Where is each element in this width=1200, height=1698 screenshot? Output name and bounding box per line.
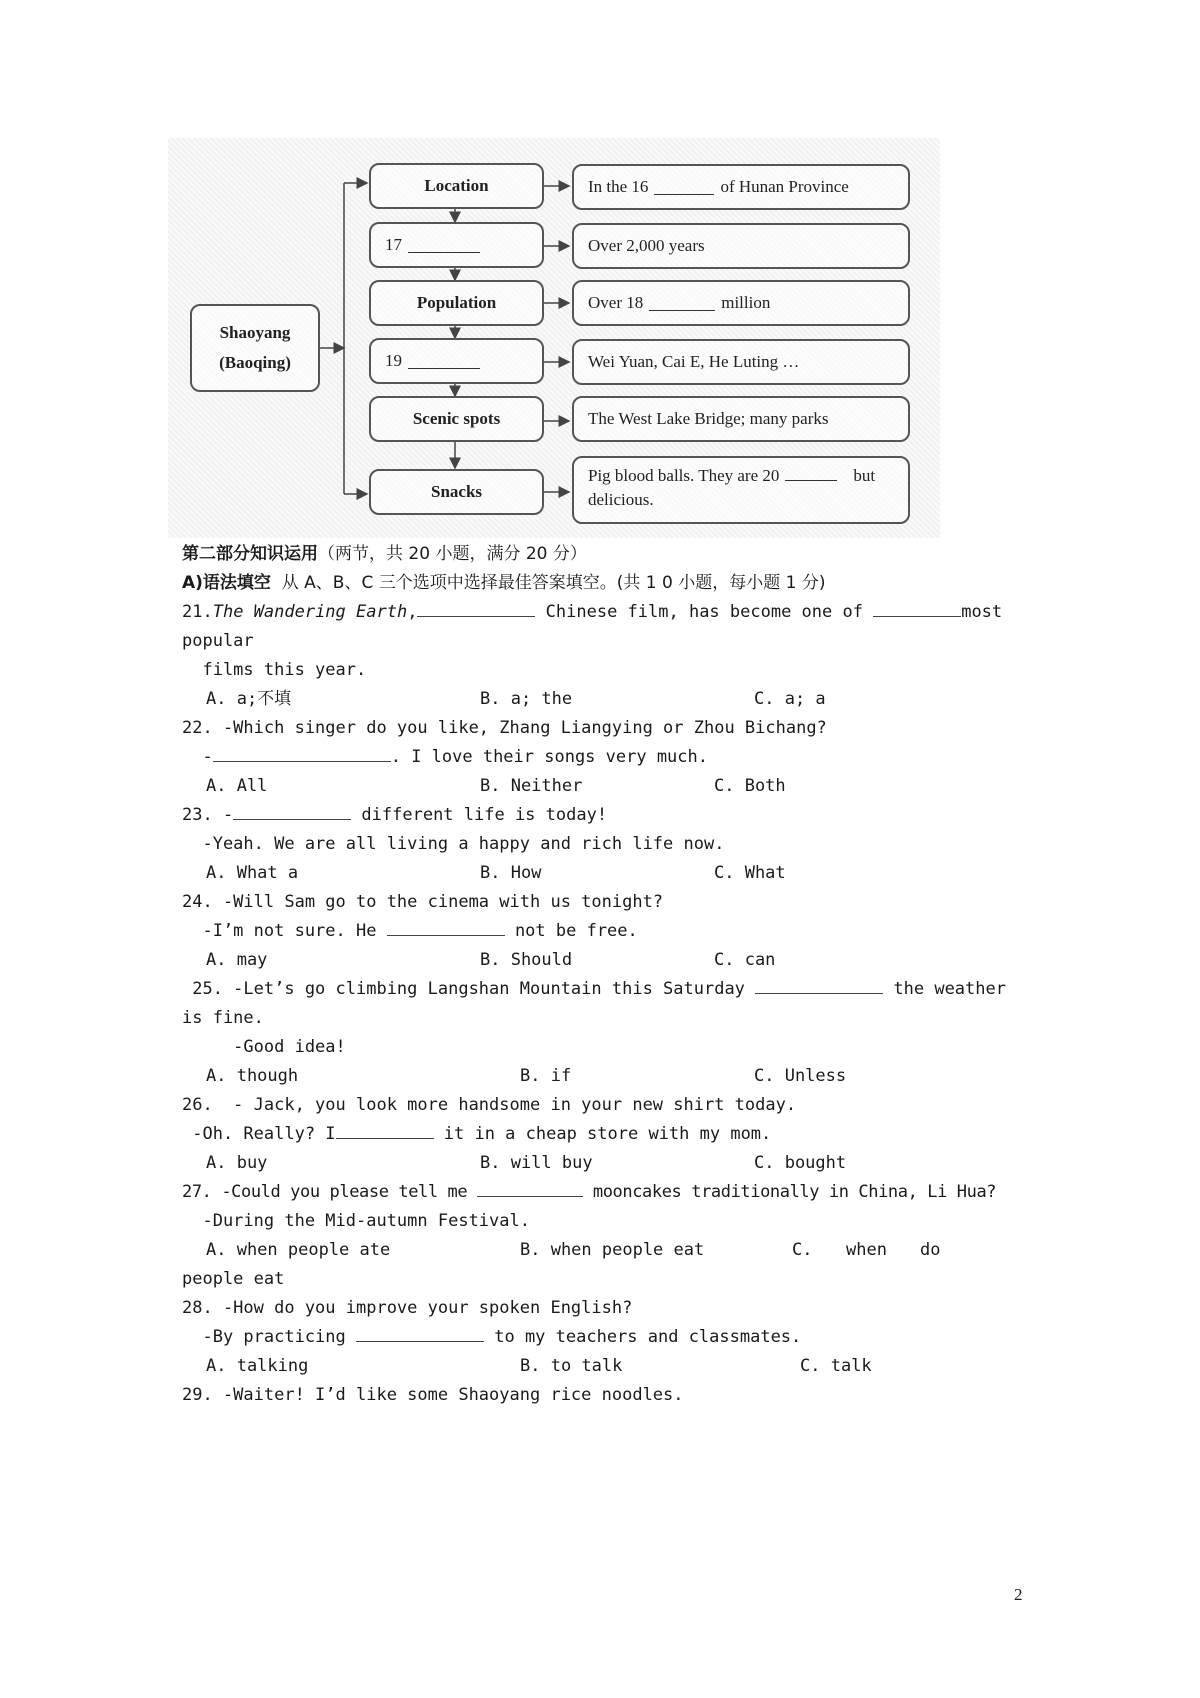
detail-scenic-spots <box>572 396 910 442</box>
answer-blank <box>654 180 714 195</box>
option-b: B. when people eat <box>520 1240 705 1260</box>
text: . I love their songs very much. <box>390 747 708 767</box>
detail-text: million <box>721 293 771 312</box>
option-c: C. Both <box>714 776 786 796</box>
q25-options <box>182 1062 1042 1091</box>
q26-reply <box>182 1120 1042 1149</box>
text: 23. - <box>182 805 234 825</box>
shaoyang-mind-map <box>168 138 940 538</box>
detail-location <box>572 164 910 210</box>
option-c: C. What <box>714 863 786 883</box>
text: Chinese film, has become one of <box>535 602 874 622</box>
category-location <box>369 163 544 209</box>
text: -Oh. Really? I <box>182 1124 336 1144</box>
option-b: B. if <box>520 1066 572 1086</box>
q28-stem: 28. -How do you improve your spoken English? <box>182 1298 633 1318</box>
film-title: The Wandering Earth <box>212 602 408 622</box>
option-b: B. Should <box>480 950 573 970</box>
q22-stem: 22. -Which singer do you like, Zhang Liangying or Zhou Bichang? <box>182 718 827 738</box>
detail-famous-people <box>572 339 910 385</box>
category-blank-17 <box>369 222 544 268</box>
answer-blank <box>387 917 505 936</box>
answer-blank <box>213 743 391 762</box>
category-label: 19 <box>385 351 402 370</box>
category-snacks <box>369 469 544 515</box>
option-a: A. What a <box>206 863 299 883</box>
text: the weather <box>883 979 1006 999</box>
question-number: 21. <box>182 602 213 622</box>
q26-options <box>182 1149 1042 1178</box>
option-b: B. to talk <box>520 1356 623 1376</box>
option-c: C. a; a <box>754 689 826 709</box>
option-b: B. How <box>480 863 542 883</box>
detail-text: Over 18 <box>588 293 644 312</box>
option-c: C. bought <box>754 1153 847 1173</box>
q25-stem <box>182 975 1042 1004</box>
subsection-title-bold: A)语法填空 <box>182 573 271 593</box>
exam-text <box>182 540 1042 1410</box>
text: 27. -Could you please tell me <box>182 1182 478 1202</box>
detail-text: of Hunan Province <box>720 177 849 196</box>
q26-stem: 26. - Jack, you look more handsome in your new shirt today. <box>182 1095 797 1115</box>
option-a: A. buy <box>206 1153 268 1173</box>
root-line1: Shaoyang <box>219 323 291 342</box>
answer-blank <box>408 238 480 253</box>
root-node <box>190 304 320 392</box>
option-c-text: do <box>920 1240 941 1260</box>
q22-answer-line <box>182 743 1042 772</box>
q21-wrap: films this year. <box>182 660 367 680</box>
q29-stem: 29. -Waiter! I’d like some Shaoyang rice noodles. <box>182 1385 684 1405</box>
q27-reply: -During the Mid-autumn Festival. <box>182 1211 530 1231</box>
category-label: Location <box>424 176 489 195</box>
subsection-title <box>182 569 1042 598</box>
answer-blank <box>785 466 837 481</box>
text: 25. -Let’s go climbing Langshan Mountain this Saturday <box>182 979 756 999</box>
q28-options <box>182 1352 1042 1381</box>
detail-text: Over 2,000 years <box>588 236 705 255</box>
answer-blank <box>408 354 480 369</box>
root-line2: (Baoqing) <box>219 353 291 372</box>
detail-text: but <box>853 466 876 485</box>
answer-blank <box>417 598 535 617</box>
category-label: Population <box>416 293 497 312</box>
option-c-text: when <box>846 1240 887 1260</box>
answer-blank <box>356 1323 484 1342</box>
option-b: B. a; the <box>480 689 573 709</box>
text: mooncakes traditionally in China, Li Hua? <box>583 1182 997 1202</box>
section-title <box>182 540 1042 569</box>
category-label: Scenic spots <box>412 409 501 428</box>
option-a: A. a;不填 <box>206 689 292 709</box>
option-c: C. talk <box>800 1356 872 1376</box>
text: to my teachers and classmates. <box>484 1327 802 1347</box>
q24-stem: 24. -Will Sam go to the cinema with us tonight? <box>182 892 664 912</box>
answer-blank <box>336 1120 434 1139</box>
q27-options <box>182 1236 1042 1265</box>
q21-options <box>182 685 1042 714</box>
section-title-rest: （两节，共 20 小题，满分 20 分） <box>318 544 587 564</box>
answer-blank <box>233 801 351 820</box>
q24-options <box>182 946 1042 975</box>
subsection-instructions: 从 A、B、C 三个选项中选择最佳答案填空。(共 1 0 小题，每小题 1 分) <box>270 573 826 593</box>
detail-population <box>572 280 910 326</box>
option-c: C. <box>792 1240 813 1260</box>
category-blank-19 <box>369 338 544 384</box>
category-scenic-spots <box>369 396 544 442</box>
q23-options <box>182 859 1042 888</box>
text: , <box>407 602 418 622</box>
detail-text: In the 16 <box>588 177 649 196</box>
option-c-wrap: people eat <box>182 1269 285 1289</box>
answer-blank <box>873 598 961 617</box>
detail-text: The West Lake Bridge; many parks <box>588 409 829 428</box>
q25-wrap: is fine. <box>182 1008 264 1028</box>
text: different life is today! <box>351 805 608 825</box>
q23-stem <box>182 801 1042 830</box>
option-c: C. Unless <box>754 1066 847 1086</box>
option-a: A. when people ate <box>206 1240 391 1260</box>
answer-blank <box>755 975 883 994</box>
text: it in a cheap store with my mom. <box>433 1124 772 1144</box>
option-c: C. can <box>714 950 776 970</box>
option-b: B. Neither <box>480 776 583 796</box>
page-number: 2 <box>1014 1585 1023 1604</box>
detail-snacks <box>572 456 910 524</box>
category-population <box>369 280 544 326</box>
detail-text: delicious. <box>588 490 654 509</box>
option-a: A. though <box>206 1066 299 1086</box>
q22-options <box>182 772 1042 801</box>
option-a: A. All <box>206 776 268 796</box>
detail-text: Pig blood balls. They are 20 <box>588 466 780 485</box>
text: not be free. <box>504 921 638 941</box>
category-label: 17 <box>385 235 402 254</box>
option-a: A. talking <box>206 1356 309 1376</box>
text: -I’m not sure. He <box>182 921 387 941</box>
q21-wrap: popular <box>182 631 254 651</box>
q23-reply: -Yeah. We are all living a happy and rich life now. <box>182 834 725 854</box>
q21-stem <box>182 598 1042 627</box>
q24-reply <box>182 917 1042 946</box>
detail-text: Wei Yuan, Cai E, He Luting … <box>588 352 800 371</box>
q27-stem <box>182 1178 1042 1207</box>
option-a: A. may <box>206 950 268 970</box>
q28-reply <box>182 1323 1042 1352</box>
text: -By practicing <box>182 1327 356 1347</box>
detail-history <box>572 223 910 269</box>
text: most <box>961 602 1003 622</box>
answer-blank <box>477 1178 583 1197</box>
text: - <box>182 747 213 767</box>
answer-blank <box>649 296 715 311</box>
option-b: B. will buy <box>480 1153 593 1173</box>
section-title-bold: 第二部分知识运用 <box>182 544 318 564</box>
q25-reply: -Good idea! <box>182 1037 346 1057</box>
category-label: Snacks <box>430 482 483 501</box>
